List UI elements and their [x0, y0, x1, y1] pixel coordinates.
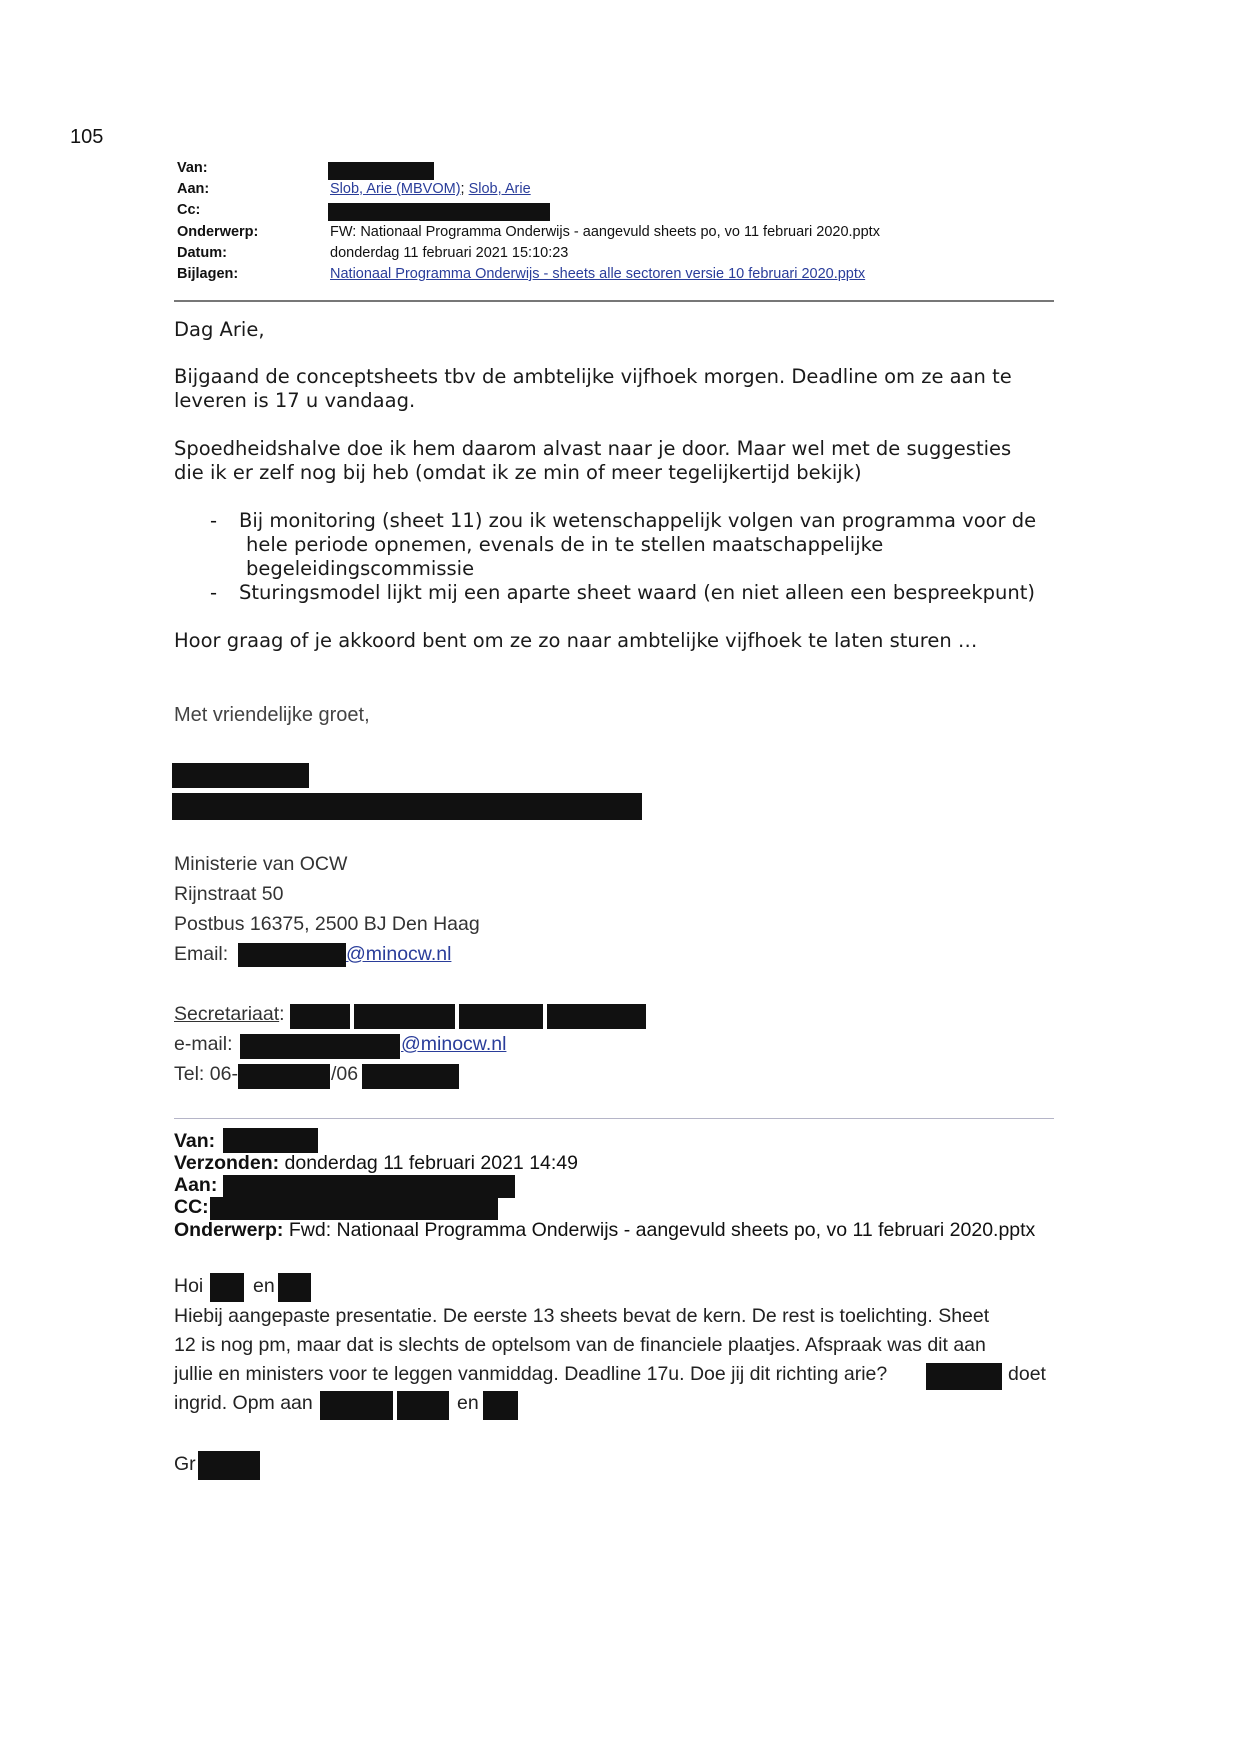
sig-secretariaat — [174, 1003, 285, 1026]
bullet-dash-2: - — [210, 581, 218, 604]
bullet-2-line-1: Sturingsmodel lijkt mij een aparte sheet waard (en niet alleen een bespreekpunt) — [239, 581, 1035, 604]
paragraph-2-line-1: Spoedheidshalve doe ik hem daarom alvast naar je door. Maar wel met de suggesties — [174, 437, 1012, 460]
fwd-cc: CC: — [174, 1196, 209, 1218]
fwd-van: Van: — [174, 1130, 216, 1152]
closing: Met vriendelijke groet, — [174, 704, 370, 726]
page-number: 105 — [70, 126, 104, 148]
fwd-aan: Aan: — [174, 1174, 218, 1196]
fwd-body-line-3-end: doet — [1008, 1363, 1046, 1385]
van-label: Van: — [177, 160, 208, 176]
redaction-opm-2 — [397, 1391, 449, 1420]
bijlagen-label: Bijlagen: — [177, 266, 239, 282]
redaction-email-user — [238, 943, 346, 967]
redaction-secretariaat-1 — [290, 1004, 350, 1029]
secretariaat-link[interactable]: Secretariaat — [174, 1003, 280, 1025]
redaction-tel-1 — [238, 1064, 330, 1089]
sig-street: Rijnstraat 50 — [174, 883, 284, 905]
bullet-1-line-1: Bij monitoring (sheet 11) zou ik wetenschappelijk volgen van programma voor de — [239, 509, 1037, 532]
redaction-gr-name — [198, 1451, 260, 1480]
redaction-signer-name — [172, 763, 309, 788]
bullet-1-line-2: hele periode opnemen, evenals de in te stellen maatschappelijke — [246, 533, 884, 556]
redaction-sender — [328, 162, 434, 180]
redaction-tel-2 — [362, 1064, 459, 1089]
onderwerp-label: Onderwerp: — [177, 224, 259, 240]
sig-tel-sep: /06 — [331, 1063, 359, 1085]
greeting: Dag Arie, — [174, 318, 265, 341]
fwd-body-line-1: Hiebij aangepaste presentatie. De eerste 13 sheets bevat de kern. De rest is toelichting. Sheet — [174, 1305, 990, 1327]
paragraph-1-line-1: Bijgaand de conceptsheets tbv de ambtelijke vijfhoek morgen. Deadline om ze aan te — [174, 365, 1012, 388]
fwd-body-line-4-en: en — [457, 1392, 479, 1414]
paragraph-3: Hoor graag of je akkoord bent om ze zo naar ambtelijke vijfhoek te laten sturen … — [174, 629, 978, 652]
sig-email-label: Email: — [174, 943, 229, 965]
redaction-email2-user — [240, 1034, 400, 1059]
paragraph-1-line-2: leveren is 17 u vandaag. — [174, 389, 416, 412]
redaction-cc — [328, 203, 550, 221]
recipient-link-1[interactable]: Slob, Arie (MBVOM) — [330, 181, 461, 197]
fwd-onderwerp: Onderwerp: Fwd: Nationaal Programma Onderwijs - aangevuld sheets po, vo 11 februari 2020.pptx — [174, 1219, 1036, 1241]
redaction-secretariaat-4 — [547, 1004, 646, 1029]
fwd-body-line-3: jullie en ministers voor te leggen vanmiddag. Deadline 17u. Doe jij dit richting arie? — [174, 1363, 888, 1385]
redaction-fwd-cc — [210, 1197, 498, 1220]
recipient-separator: ; — [460, 181, 469, 197]
redaction-secretariaat-2 — [354, 1004, 455, 1029]
sig-email-domain[interactable]: @minocw.nl — [346, 943, 452, 965]
fwd-body-line-4: ingrid. Opm aan — [174, 1392, 313, 1414]
redaction-body-name-1 — [926, 1363, 1002, 1390]
attachment-link[interactable]: Nationaal Programma Onderwijs - sheets alle sectoren versie 10 februari 2020.pptx — [330, 266, 866, 282]
aan-recipients — [330, 181, 531, 197]
secretariaat-colon: : — [279, 1003, 285, 1025]
redaction-opm-3 — [483, 1391, 518, 1420]
bullet-dash-1: - — [210, 509, 218, 532]
redaction-hoi-name-1 — [210, 1273, 244, 1302]
sig-email2-domain[interactable]: @minocw.nl — [401, 1033, 507, 1055]
redaction-hoi-name-2 — [278, 1273, 311, 1302]
redaction-fwd-aan — [223, 1175, 515, 1198]
fwd-signoff: Gr — [174, 1453, 196, 1475]
aan-label: Aan: — [177, 181, 210, 197]
bullet-1-line-3: begeleidingscommissie — [246, 557, 475, 580]
sig-email2-label: e-mail: — [174, 1033, 233, 1055]
fwd-body-line-2: 12 is nog pm, maar dat is slechts de optelsom van de financiele plaatjes. Afspraak was dit aan — [174, 1334, 986, 1356]
header-divider — [174, 300, 1054, 302]
redaction-secretariaat-3 — [459, 1004, 543, 1029]
recipient-link-2[interactable]: Slob, Arie — [468, 181, 531, 197]
cc-label: Cc: — [177, 202, 201, 218]
sig-postbus: Postbus 16375, 2500 BJ Den Haag — [174, 913, 480, 935]
redaction-opm-1 — [320, 1391, 393, 1420]
sig-org: Ministerie van OCW — [174, 853, 348, 875]
datum-label: Datum: — [177, 245, 227, 261]
redaction-fwd-sender — [223, 1128, 318, 1153]
subject-value: FW: Nationaal Programma Onderwijs - aangevuld sheets po, vo 11 februari 2020.pptx — [330, 224, 880, 240]
redaction-signer-title — [172, 793, 642, 820]
sig-tel-label: Tel: 06- — [174, 1063, 238, 1085]
fwd-greeting: Hoi — [174, 1275, 204, 1297]
paragraph-2-line-2: die ik er zelf nog bij heb (omdat ik ze min of meer tegelijkertijd bekijk) — [174, 461, 862, 484]
fwd-greeting-en: en — [253, 1275, 275, 1297]
fwd-verzonden: Verzonden: donderdag 11 februari 2021 14:49 — [174, 1152, 578, 1174]
date-value: donderdag 11 februari 2021 15:10:23 — [330, 245, 569, 261]
forward-divider — [174, 1118, 1054, 1119]
